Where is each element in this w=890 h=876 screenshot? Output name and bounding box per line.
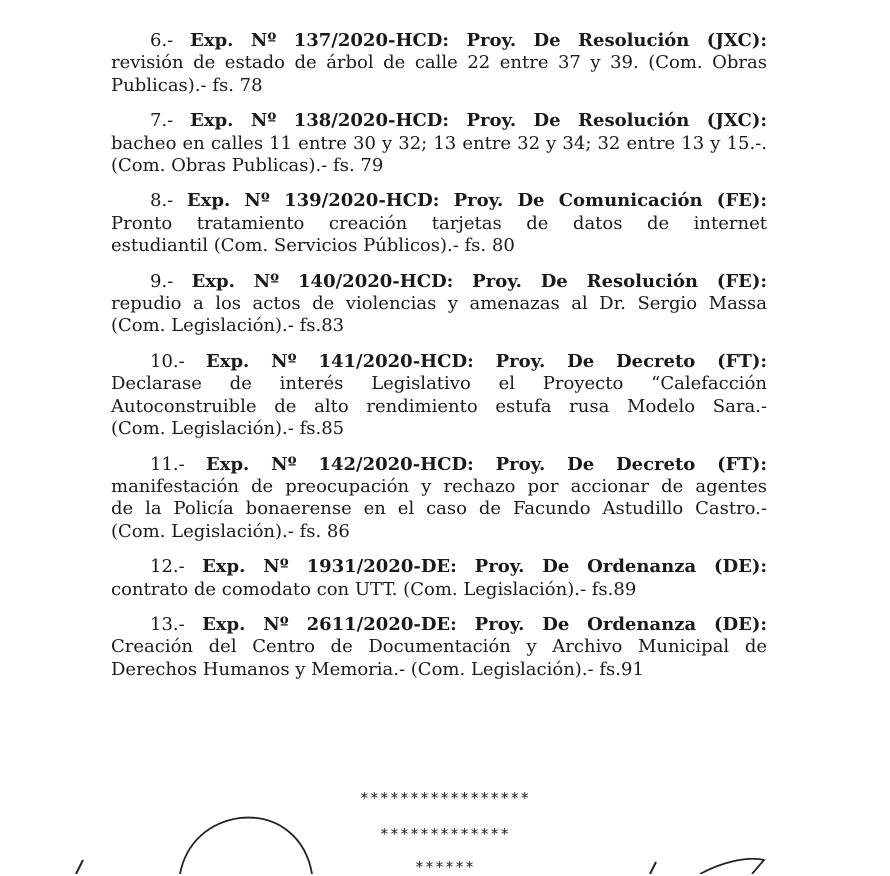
item-number: 10.- [150, 350, 185, 372]
item-text-line: repudio a los actos de violencias y amenazas al Dr. Sergio Massa [111, 293, 767, 315]
item-text-line: contrato de comodato con UTT. (Com. Legislación).- fs.89 [111, 578, 637, 600]
item-text-line: manifestación de preocupación y rechazo por accionar de agentes [111, 475, 767, 497]
item-text-line: revisión de estado de árbol de calle 22 entre 37 y 39. (Com. Obras [111, 52, 767, 74]
item-text-line: Derechos Humanos y Memoria.- (Com. Legislación).- fs.91 [111, 658, 644, 680]
separator-stars-2: ************* [379, 825, 511, 843]
item-number: 13.- [150, 613, 185, 635]
signature-stroke-left [76, 860, 83, 874]
item-text-line: (Com. Legislación).- fs.85 [111, 418, 345, 440]
item-number: 12.- [150, 556, 185, 578]
item-heading: Exp. Nº 137/2020-HCD: Proy. De Resolución (JXC): [190, 30, 767, 51]
item-text-line: (Com. Legislación).- fs.83 [111, 315, 345, 337]
item-heading: Exp. Nº 138/2020-HCD: Proy. De Resolución (JXC): [190, 110, 767, 132]
signature-stroke-right [650, 862, 656, 874]
item-text-line: de la Policía bonaerense en el caso de Facundo Astudillo Castro.- [111, 498, 767, 520]
item-text-line: (Com. Legislación).- fs. 86 [111, 520, 350, 542]
item-number: 9.- [150, 270, 174, 292]
item-heading: Exp. Nº 142/2020-HCD: Proy. De Decreto (FT): [206, 453, 767, 475]
item-text-line: Creación del Centro de Documentación y Archivo Municipal de [111, 636, 767, 658]
separator-stars-3: ****** [414, 858, 476, 876]
item-text-line: Declarase de interés Legislativo el Proyecto “Calefacción [111, 373, 767, 395]
item-text-line: (Com. Obras Publicas).- fs. 79 [111, 155, 384, 177]
signature-arc [180, 818, 312, 874]
item-heading: Exp. Nº 1931/2020-DE: Proy. De Ordenanza (DE): [202, 556, 767, 578]
item-heading: Exp. Nº 2611/2020-DE: Proy. De Ordenanza (DE): [202, 613, 767, 635]
signature-flourish [700, 859, 764, 874]
item-text-line: Publicas).- fs. 78 [111, 74, 263, 96]
separator-stars-1: ***************** [359, 789, 531, 807]
item-number: 6.- [150, 30, 174, 51]
item-text-line: Pronto tratamiento creación tarjetas de datos de internet [111, 212, 767, 234]
item-number: 8.- [150, 190, 174, 212]
item-text-line: estudiantil (Com. Servicios Públicos).- fs. 80 [111, 235, 515, 257]
item-number: 7.- [150, 110, 174, 132]
item-heading: Exp. Nº 141/2020-HCD: Proy. De Decreto (FT): [206, 350, 767, 372]
item-text-line: bacheo en calles 11 entre 30 y 32; 13 entre 32 y 34; 32 entre 13 y 15.-. [111, 132, 767, 154]
item-number: 11.- [150, 453, 185, 475]
item-heading: Exp. Nº 140/2020-HCD: Proy. De Resolución (FE): [191, 270, 767, 292]
item-heading: Exp. Nº 139/2020-HCD: Proy. De Comunicación (FE): [186, 190, 767, 212]
item-text-line: Autoconstruible de alto rendimiento estufa rusa Modelo Sara.- [111, 395, 767, 417]
